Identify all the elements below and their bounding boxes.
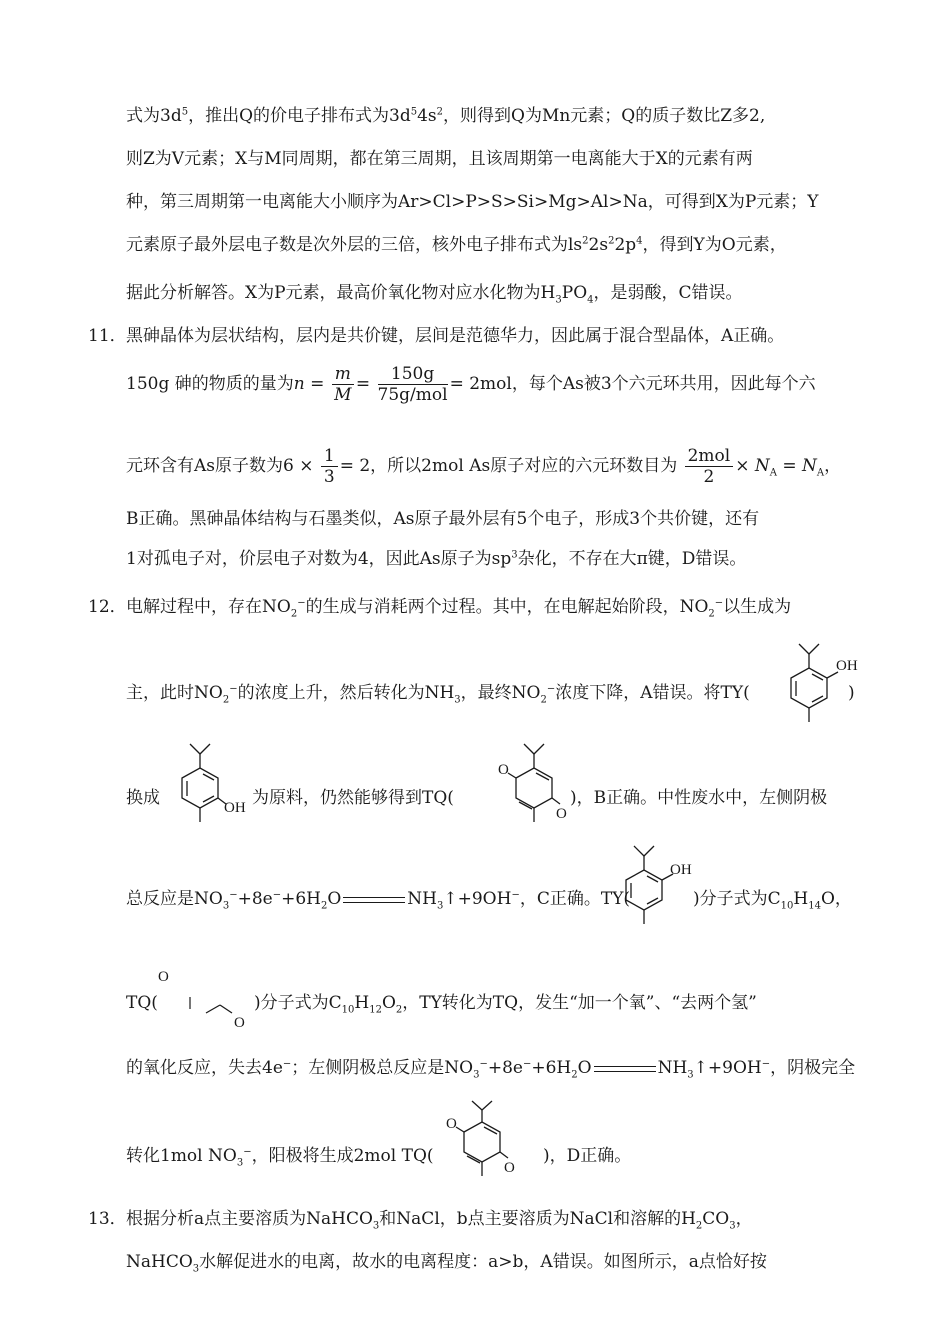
p11-line4: B正确。黑砷晶体结构与石墨类似，As原子最外层有5个电子，形成3个共价键，还有: [126, 509, 760, 529]
question-number-12: 12．: [88, 597, 127, 617]
p11-line3: 元环含有As原子数为6 × $\frac{1}{3}$ = 2，所以2mol As原子对应的六元环数目为 $\frac{\text{2mol}}{2}$ × $N_A = N_A$，: [126, 446, 842, 487]
p10-line1: 式为$3d^5$，推出Q的价电子排布式为$3d^54s^2$，则得到Q为Mn元素；Q的质子数比Z多2,: [126, 106, 766, 126]
p10-line2: 则Z为V元素；X与M同周期，都在第三周期，且该周期第一电离能大于X的元素有两: [126, 149, 753, 169]
p11-line1: 黑砷晶体为层状结构，层内是共价键，层间是范德华力，因此属于混合型晶体，A正确。: [126, 326, 785, 346]
fraction-one-third: $\frac{1}{3}$: [321, 446, 338, 487]
o-label: O: [446, 1116, 457, 1132]
p12-line2-close-paren: ): [848, 683, 855, 703]
thymoquinone-structure-faint: [150, 965, 250, 1035]
question-number-11: 11．: [88, 326, 127, 346]
question-number-13: 13．: [88, 1209, 127, 1229]
thymol-structure-2: [604, 842, 696, 948]
o-label: O: [504, 1160, 515, 1176]
thymol-structure-1: [764, 640, 858, 752]
o-label: O: [556, 806, 567, 822]
thymol-isomer-structure: [160, 740, 252, 844]
o-label: O: [234, 1015, 245, 1031]
fraction-2mol-over-2: $\frac{\text{2mol}}{2}$: [685, 446, 734, 487]
p12-line5a: TQ(: [126, 993, 158, 1013]
p11-line5: 1对孤电子对，价层电子对数为4，因此As原子为$sp^3$杂化，不存在大π键，D错误。: [126, 549, 747, 569]
p12-line1: 电解过程中，存在$NO_2^-$的生成与消耗两个过程。其中，在电解起始阶段，$NO_2^-$以生成为: [126, 597, 792, 620]
o-label: O: [498, 762, 509, 778]
p10-line4: 元素原子最外层电子数是次外层的三倍，核外电子排布式为$ls^22s^22p^4$，得到Y为O元素，: [126, 235, 787, 255]
fraction-m-over-M: $\frac{m}{M}$: [332, 364, 354, 405]
p12-line3b: 为原料，仍然能够得到TQ(: [252, 788, 454, 808]
p12-line2: 主，此时$NO_2^-$的浓度上升，然后转化为$NH_3$，最终$NO_2^-$浓度下降，A错误。将TY(: [126, 683, 750, 706]
p12-line7b: )，D正确。: [543, 1146, 632, 1166]
p12-line6: 的氧化反应，失去4e−；左侧阴极总反应是$NO_3^-+8e^-+6H_2O$ $NH_3↑+9OH^-$，阴极完全: [126, 1058, 856, 1081]
p12-line5b: )分子式为$C_{10}H_{12}O_2$，TY转化为TQ，发生“加一个氧”、“去两个氢”: [254, 993, 757, 1016]
p10-line5: 据此分析解答。X为P元素，最高价氧化物对应水化物为$H_3PO_4$，是弱酸，C错误。: [126, 283, 743, 306]
p12-line4a: 总反应是$NO_3^-+8e^-+6H_2O$ $NH_3↑+9OH^-$，C正确。TY(: [126, 889, 631, 912]
thymoquinone-structure-1: [494, 740, 574, 846]
p12-line7a: 转化1mol $NO_3^-$，阳极将生成2mol TQ(: [126, 1146, 434, 1169]
oh-label: OH: [670, 862, 692, 878]
oh-label: OH: [836, 658, 858, 674]
fraction-150g-over-75gmol: $\frac{150g}{\text{75g/mol}}$: [377, 364, 448, 405]
equals-arrow: [343, 897, 405, 903]
p12-line4b: )分子式为$C_{10}H_{14}O$，: [693, 889, 852, 912]
p12-line3a: 换成: [126, 788, 160, 808]
thymoquinone-structure-2: [442, 1098, 532, 1198]
equals-arrow: [594, 1066, 656, 1072]
p13-line2: NaHCO$_3$水解促进水的电离，故水的电离程度：a>b，A错误。如图所示，a点恰好按: [126, 1252, 767, 1275]
p13-line1: 根据分析a点主要溶质为NaHCO$_3$和NaCl，b点主要溶质为NaCl和溶解的$H_2CO_3$，: [126, 1209, 753, 1232]
p10-line3: 种，第三周期第一电离能大小顺序为Ar>Cl>P>S>Si>Mg>Al>Na，可得到X为P元素；Y: [126, 192, 819, 212]
oh-label: OH: [224, 800, 246, 816]
o-label: O: [158, 969, 169, 985]
p11-line2: 150g 砷的物质的量为n = $\frac{m}{M}$ = $\frac{150g}{\text{75g/mol}}$ = 2mol，每个As被3个六元环共用，因此每个六: [126, 364, 816, 405]
p12-line3c: )，B正确。中性废水中，左侧阴极: [570, 788, 828, 808]
